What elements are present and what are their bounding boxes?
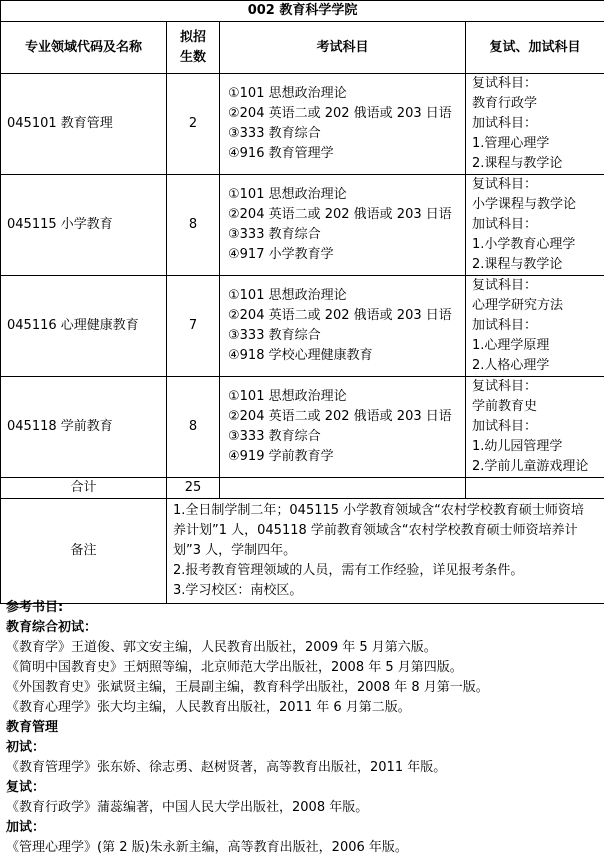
retest-line: 加试科目： <box>472 215 604 235</box>
retest-line: 1.心理学原理 <box>472 336 604 356</box>
note-line: 2.报考教育管理领域的人员，需有工作经验，详见报考条件。 <box>173 561 598 581</box>
section-title: 教育综合初试： <box>6 618 598 638</box>
header-exam: 考试科目 <box>220 22 466 74</box>
header-quota-line1: 拟招 <box>167 28 219 48</box>
table-row <box>1 377 604 478</box>
retest-line: 1.幼儿园管理学 <box>472 437 604 457</box>
row-quota: 8 <box>167 377 220 478</box>
exam-line: ②204 英语二或 202 俄语或 203 日语 <box>228 407 465 427</box>
exam-line: ④916 教育管理学 <box>228 144 465 164</box>
retest-line: 加试科目： <box>472 114 604 134</box>
exam-line: ①101 思想政治理论 <box>228 387 465 407</box>
retest-line: 1.管理心理学 <box>472 134 604 154</box>
total-label: 合计 <box>1 478 167 499</box>
table-row <box>1 74 604 175</box>
book-entry: 《教育行政学》蒲蕊编著，中国人民大学出版社，2008 年版。 <box>6 798 598 818</box>
retest-line: 2.人格心理学 <box>472 356 604 376</box>
retest-line: 心理学研究方法 <box>472 296 604 316</box>
row-retest <box>466 276 604 377</box>
book-entry: 《教育管理学》张东娇、徐志勇、赵树贤著，高等教育出版社，2011 年版。 <box>6 758 598 778</box>
exam-line: ③333 教育综合 <box>228 427 465 447</box>
total-value: 25 <box>167 478 220 499</box>
exam-line: ②204 英语二或 202 俄语或 203 日语 <box>228 306 465 326</box>
exam-line: ③333 教育综合 <box>228 326 465 346</box>
exam-line: ①101 思想政治理论 <box>228 84 465 104</box>
retest-line: 复试科目： <box>472 74 604 94</box>
row-name: 045118 学前教育 <box>1 377 167 478</box>
book-entry: 《教育心理学》张大均主编，人民教育出版社，2011 年 6 月第二版。 <box>6 698 598 718</box>
exam-line: ④917 小学教育学 <box>228 245 465 265</box>
note-line: 划”3 人，学制四年。 <box>173 541 598 561</box>
notes-text <box>167 499 604 604</box>
row-quota: 7 <box>167 276 220 377</box>
book-entry: 《管理心理学》(第 2 版)朱永新主编，高等教育出版社，2006 年版。 <box>6 838 598 858</box>
retest-line: 2.学前儿童游戏理论 <box>472 457 604 477</box>
retest-line: 小学课程与教学论 <box>472 195 604 215</box>
section-title: 教育管理 <box>6 718 598 738</box>
subsection-label: 复试： <box>6 778 598 798</box>
total-empty-2 <box>466 478 604 499</box>
exam-line: ④918 学校心理健康教育 <box>228 346 465 366</box>
book-entry: 《简明中国教育史》王炳照等编，北京师范大学出版社，2008 年 5 月第四版。 <box>6 658 598 678</box>
exam-line: ②204 英语二或 202 俄语或 203 日语 <box>228 205 465 225</box>
row-exams <box>220 175 466 276</box>
header-quota-line2: 生数 <box>167 48 219 68</box>
exam-line: ③333 教育综合 <box>228 124 465 144</box>
retest-line: 加试科目： <box>472 316 604 336</box>
row-quota: 8 <box>167 175 220 276</box>
row-name: 045101 教育管理 <box>1 74 167 175</box>
row-name: 045116 心理健康教育 <box>1 276 167 377</box>
row-retest <box>466 74 604 175</box>
total-empty-1 <box>220 478 466 499</box>
exam-line: ①101 思想政治理论 <box>228 286 465 306</box>
retest-line: 复试科目： <box>472 377 604 397</box>
retest-line: 2.课程与教学论 <box>472 255 604 275</box>
retest-line: 学前教育史 <box>472 397 604 417</box>
exam-line: ③333 教育综合 <box>228 225 465 245</box>
book-entry: 《教育学》王道俊、郭文安主编，人民教育出版社，2009 年 5 月第六版。 <box>6 638 598 658</box>
row-retest <box>466 175 604 276</box>
row-exams <box>220 74 466 175</box>
retest-line: 2.课程与教学论 <box>472 154 604 174</box>
retest-line: 复试科目： <box>472 276 604 296</box>
row-retest <box>466 377 604 478</box>
retest-line: 教育行政学 <box>472 94 604 114</box>
table-row <box>1 175 604 276</box>
subsection-label: 加试： <box>6 818 598 838</box>
exam-line: ②204 英语二或 202 俄语或 203 日语 <box>228 104 465 124</box>
header-name: 专业领域代码及名称 <box>1 22 167 74</box>
note-line: 3.学习校区：南校区。 <box>173 581 598 601</box>
row-exams <box>220 377 466 478</box>
row-name: 045115 小学教育 <box>1 175 167 276</box>
header-retest: 复试、加试科目 <box>466 22 604 74</box>
retest-line: 1.小学教育心理学 <box>472 235 604 255</box>
exam-line: ④919 学前教育学 <box>228 447 465 467</box>
book-entry: 《外国教育史》张斌贤主编，王晨副主编，教育科学出版社，2008 年 8 月第一版。 <box>6 678 598 698</box>
header-quota <box>167 22 220 74</box>
reference-books <box>6 598 598 858</box>
note-line: 养计划”1 人，045118 学前教育领域含“农村学校教育硕士师资培养计 <box>173 521 598 541</box>
notes-label: 备注 <box>1 499 167 604</box>
table-row <box>1 276 604 377</box>
references-heading: 参考书目: <box>6 598 598 618</box>
row-exams <box>220 276 466 377</box>
retest-line: 复试科目： <box>472 175 604 195</box>
exam-line: ①101 思想政治理论 <box>228 185 465 205</box>
retest-line: 加试科目： <box>472 417 604 437</box>
note-line: 1.全日制学制二年；045115 小学教育领域含“农村学校教育硕士师资培 <box>173 501 598 521</box>
table-title: 002 教育科学学院 <box>1 1 604 22</box>
subsection-label: 初试： <box>6 738 598 758</box>
row-quota: 2 <box>167 74 220 175</box>
